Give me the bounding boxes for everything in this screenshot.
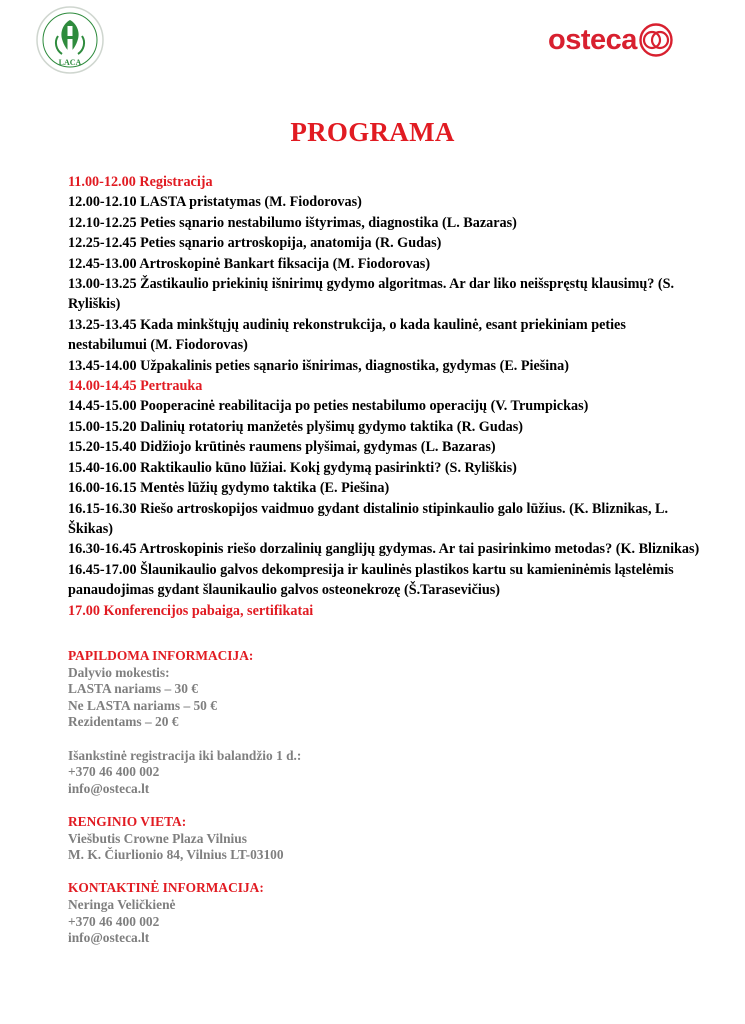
contact-name: Neringa Veličkienė (68, 896, 176, 912)
contact-phone: +370 46 400 002 (68, 913, 160, 929)
registration-note: Išankstinė registracija iki balandžio 1 d.: (68, 747, 302, 763)
program-list (68, 172, 708, 621)
laca-logo (36, 6, 104, 74)
info-section (68, 648, 688, 947)
extra-info-heading: PAPILDOMA INFORMACIJA: (68, 648, 254, 663)
fee-members: LASTA nariams – 30 € (68, 681, 198, 697)
program-item: 16.30-16.45 Artroskopinis riešo dorzalinių ganglijų gydymas. Ar tai pasirinkimo metodas? (K. Bliznikas) (68, 541, 700, 558)
program-item: 13.00-13.25 Žastikaulio priekinių išnirimų gydymo algoritmas. Ar dar liko neišspręstų klausimų? (S. Ryliškis) (68, 276, 675, 313)
venue-heading: RENGINIO VIETA: (68, 813, 187, 829)
fee-residents: Rezidentams – 20 € (68, 714, 179, 730)
program-item: 12.00-12.10 LASTA pristatymas (M. Fiodorovas) (68, 194, 362, 211)
program-item: 16.45-17.00 Šlaunikaulio galvos dekompresija ir kaulinės plastikos kartu su kamieninėmis ląstelėmis panaudojimas gydant šlaunikaulio galvos osteonekrozę (Š.Tarasevičius) (68, 561, 674, 599)
program-item: 16.15-16.30 Riešo artroskopijos vaidmuo gydant distalinio stipinkaulio galo lūžius. (K. Bliznikas, L. Škikas) (68, 500, 669, 537)
program-item: 15.40-16.00 Raktikaulio kūno lūžiai. Kokį gydymą pasirinkti? (S. Ryliškis) (68, 459, 517, 476)
program-item: 13.45-14.00 Užpakalinis peties sąnario išnirimas, diagnostika, gydymas (E. Piešina) (68, 357, 569, 374)
program-item: 12.25-12.45 Peties sąnario artroskopija, anatomija (R. Gudas) (68, 235, 442, 252)
fee-non-members: Ne LASTA nariams – 50 € (68, 697, 217, 713)
program-item: 15.20-15.40 Didžiojo krūtinės raumens plyšimai, gydymas (L. Bazaras) (68, 439, 496, 456)
program-item: 14.45-15.00 Pooperacinė reabilitacija po peties nestabilumo operacijų (V. Trumpickas) (68, 398, 589, 415)
osteca-logo-text: osteca (548, 24, 637, 56)
fee-label: Dalyvio mokestis: (68, 664, 170, 680)
program-item: 15.00-15.20 Dalinių rotatorių manžetės plyšimų gydymo taktika (R. Gudas) (68, 418, 523, 435)
program-item: 12.45-13.00 Artroskopinė Bankart fiksacija (M. Fiodorovas) (68, 255, 431, 272)
osteca-logo (548, 24, 673, 56)
program-item: 16.00-16.15 Mentės lūžių gydymo taktika (E. Piešina) (68, 480, 390, 497)
program-item: 17.00 Konferencijos pabaiga, sertifikatai (68, 602, 314, 619)
registration-phone: +370 46 400 002 (68, 764, 160, 780)
contact-email: info@osteca.lt (68, 930, 150, 946)
program-item: 14.00-14.45 Pertrauka (68, 378, 203, 395)
page-title: PROGRAMA (290, 117, 455, 147)
program-item: 12.10-12.25 Peties sąnario nestabilumo ištyrimas, diagnostika (L. Bazaras) (68, 214, 517, 231)
program-item: 11.00-12.00 Registracija (68, 174, 213, 190)
osteca-ring-icon (639, 23, 673, 57)
venue-address: M. K. Čiurlionio 84, Vilnius LT-03100 (68, 847, 284, 863)
venue-name: Viešbutis Crowne Plaza Vilnius (68, 830, 247, 846)
program-item: 13.25-13.45 Kada minkštųjų audinių rekonstrukcija, o kada kaulinė, esant priekiniam peties nestabilumui (M. Fiodorovas) (68, 316, 626, 354)
contact-heading: KONTAKTINĖ INFORMACIJA: (68, 880, 264, 896)
laca-logo-text: LACA (58, 58, 82, 67)
registration-email: info@osteca.lt (68, 780, 150, 796)
